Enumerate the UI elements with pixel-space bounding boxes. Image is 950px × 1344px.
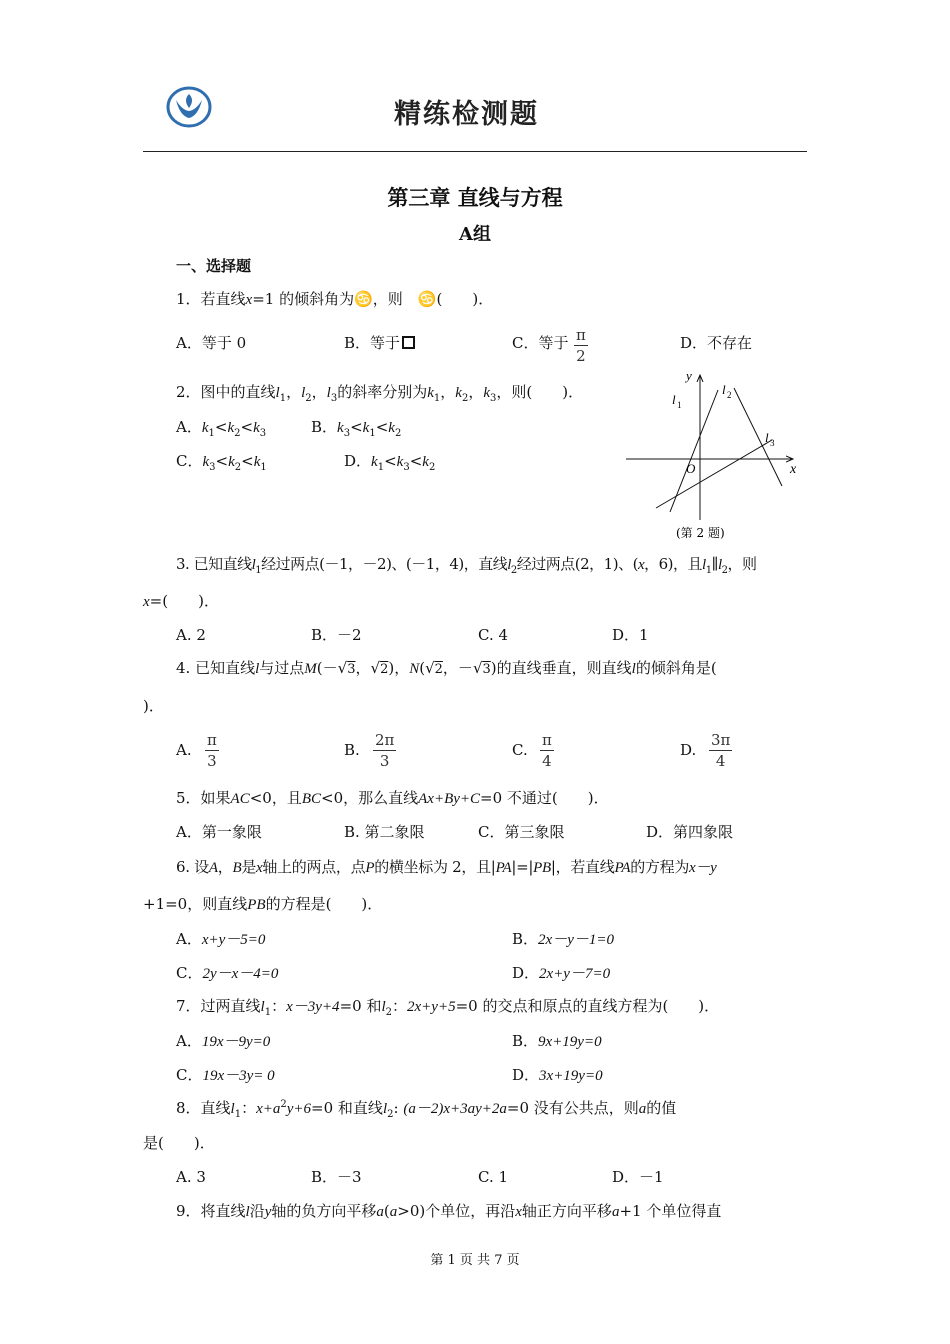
q5-option-a: A．第一象限 <box>176 823 262 841</box>
q3-option-b: B．－2 <box>311 626 362 644</box>
q6-stem: 6. 设A，B是x轴上的两点，点P的横坐标为 2，且|PA|=|PB|，若直线PA的方程为x－y <box>176 858 717 876</box>
q7-option-a: A．19x－9y=0 <box>176 1032 271 1050</box>
figure-caption: (第 2 题) <box>676 526 725 540</box>
q4-stem-continued: )． <box>143 697 164 715</box>
q4-option-a-fraction: $\frac{\pi}{3}$ <box>207 731 217 770</box>
q3-option-d: D．1 <box>612 626 649 644</box>
q6-option-d: D．2x+y－7=0 <box>512 964 611 982</box>
q4-option-d-fraction: $\frac{3\pi}{4}$ <box>711 731 731 770</box>
q1-option-a: A．等于 0 <box>176 334 247 352</box>
q5-option-c: C．第三象限 <box>478 823 565 841</box>
q2-option-a: A．$k_1<k_2<k_3$ <box>176 418 267 439</box>
header-rule <box>143 151 807 152</box>
page-footer: 第 1 页 共 7 页 <box>430 1253 520 1268</box>
q3-option-a: A. 2 <box>176 626 206 644</box>
q4-option-b-fraction: $\frac{2\pi}{3}$ <box>375 731 395 770</box>
q8-option-a: A. 3 <box>176 1168 206 1186</box>
q2-option-b: B．$k_3<k_1<k_2$ <box>311 418 402 439</box>
q8-option-c: C. 1 <box>478 1168 509 1186</box>
q2-stem: 2．图中的直线$l_1$，$l_2$，$l_3$的斜率分别为$k_1$，$k_2$，$k_3$，则( )． <box>176 383 584 404</box>
q8-option-b: B．－3 <box>311 1168 362 1186</box>
q8-stem: 8．直线$l_1$：$x+a^2y+6=0$ 和直线$l_2$: (a－2)x+3ay+2a=0 没有公共点，则a的值 <box>176 1099 677 1120</box>
q7-option-d: D．3x+19y=0 <box>512 1066 603 1084</box>
brand-title: 精练检测题 <box>394 99 539 130</box>
q7-option-c: C．19x－3y= 0 <box>176 1066 275 1084</box>
l3-label: l <box>765 430 769 445</box>
q7-stem: 7．过两直线$l_1$：x－3y+4=0 和$l_2$：2x+y+5=0 的交点和原点的直线方程为( )． <box>176 997 720 1018</box>
line-l2 <box>734 388 782 486</box>
q3-stem-continued: x=( )． <box>143 592 219 610</box>
q6-stem-continued: +1=0，则直线PB的方程是( )． <box>143 895 383 913</box>
chapter-title: 第三章 直线与方程 <box>387 185 563 210</box>
l1-label: l <box>672 392 676 407</box>
l2-subscript: 2 <box>727 390 732 400</box>
line-l3 <box>656 440 772 508</box>
q9-stem: 9．将直线l沿y轴的负方向平移a(a>0)个单位，再沿x轴正方向平移a+1 个单位得直 <box>176 1202 722 1220</box>
q4-option-c-fraction: $\frac{\pi}{4}$ <box>542 731 552 770</box>
q2-figure <box>622 362 812 542</box>
q1-option-b: B．等于 <box>344 334 415 352</box>
y-axis-label: y <box>686 368 692 383</box>
x-axis-label: x <box>790 462 797 477</box>
q1-stem: 1．若直线x=1 的倾斜角为♋，则 ♋( )． <box>176 290 494 308</box>
q7-option-b: B．9x+19y=0 <box>512 1032 602 1050</box>
q8-option-d: D．－1 <box>612 1168 664 1186</box>
q2-option-d: D．$k_1<k_3<k_2$ <box>344 452 436 473</box>
group-title: A组 <box>459 224 491 245</box>
q3-option-c: C. 4 <box>478 626 509 644</box>
q6-option-a: A．x+y－5=0 <box>176 930 266 948</box>
q4-stem: 4. 已知直线l与过点M(－√3，√2)，N(√2，－√3)的直线垂直，则直线l的倾斜角是( <box>176 659 717 677</box>
q6-option-b: B．2x－y－1=0 <box>512 930 614 948</box>
q5-option-b: B. 第二象限 <box>344 823 425 841</box>
q3-stem: 3. 已知直线$l_1$经过两点(－1，－2)、(－1，4)，直线$l_2$经过两点(2，1)、(x，6)，且$l_1\parallel l_2$，则 <box>176 555 757 576</box>
l1-subscript: 1 <box>677 400 682 410</box>
q4-option-b: B. <box>344 741 360 759</box>
q4-option-d: D. <box>680 741 697 759</box>
publisher-logo <box>166 86 212 128</box>
q8-stem-continued: 是( )． <box>143 1134 215 1152</box>
q1-option-d: D．不存在 <box>680 334 753 352</box>
q4-option-c: C. <box>512 741 528 759</box>
missing-symbol-icon <box>402 336 415 349</box>
q4-option-a: A. <box>176 741 192 759</box>
q2-option-c: C．$k_3<k_2<k_1$ <box>176 452 267 473</box>
l2-label: l <box>722 382 726 397</box>
q1-option-c-fraction: $\frac{\pi}{2}$ <box>576 326 586 365</box>
q1-option-c: C．等于 <box>512 334 569 352</box>
origin-label: O <box>686 461 696 476</box>
section-title: 一、选择题 <box>176 257 252 275</box>
q5-stem: 5．如果AC<0，且BC<0，那么直线Ax+By+C=0 不通过( )． <box>176 789 609 807</box>
l3-subscript: 3 <box>770 438 775 448</box>
q6-option-c: C．2y－x－4=0 <box>176 964 279 982</box>
q5-option-d: D．第四象限 <box>646 823 734 841</box>
